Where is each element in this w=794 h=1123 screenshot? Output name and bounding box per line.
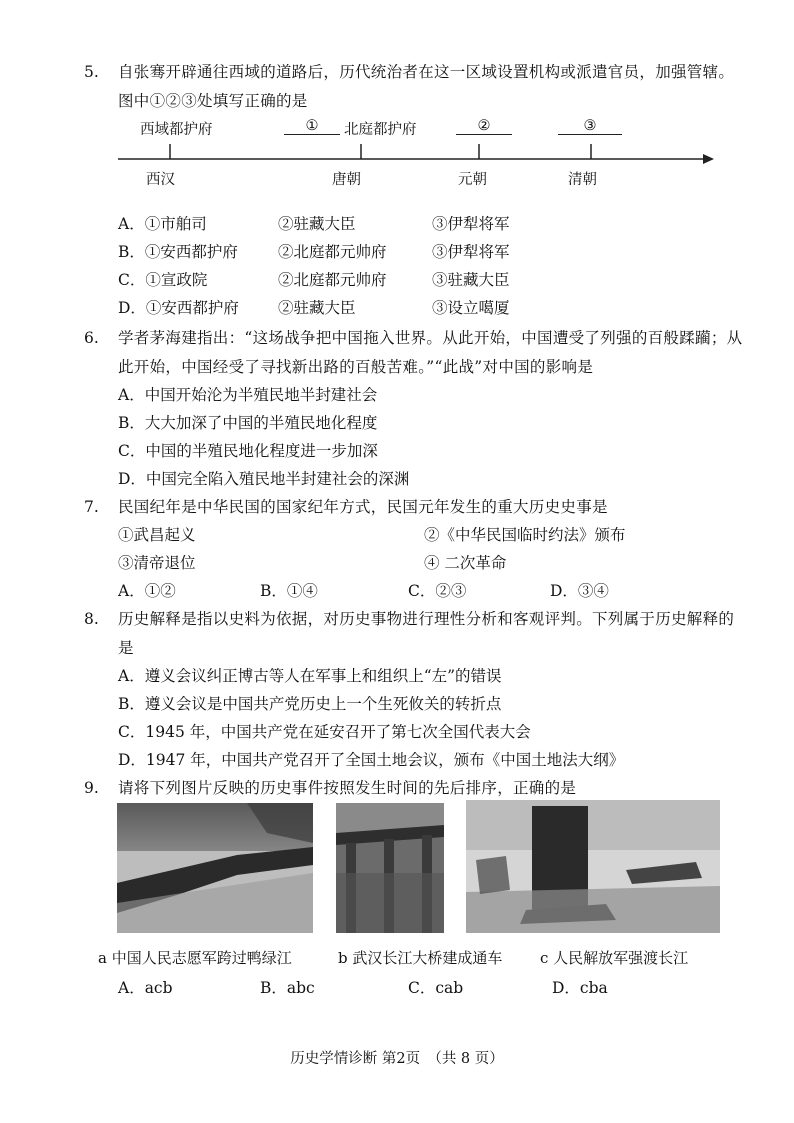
option-text: A．中国开始沦为半殖民地半封建社会	[118, 386, 378, 404]
timeline-era-qing: 清朝	[568, 172, 597, 188]
q8-option-c	[118, 718, 738, 747]
option-text: A．①②	[118, 582, 176, 600]
caption-a: a 中国人民志愿军跨过鸭绿江	[98, 949, 292, 967]
caption-c: c 人民解放军强渡长江	[540, 949, 689, 967]
q6-option-a	[118, 381, 738, 410]
photo-b-image	[336, 803, 444, 933]
item-text: ②《中华民国临时约法》颁布	[424, 526, 626, 544]
q5-option-c	[118, 266, 738, 295]
timeline-era-xihan: 西汉	[146, 172, 175, 188]
caption-b: b 武汉长江大桥建成通车	[338, 949, 503, 967]
timeline-blank-1: ①	[284, 118, 340, 135]
option-text: ③伊犁将军	[432, 215, 510, 233]
question-number: 8.	[84, 610, 99, 628]
option-text: A．遵义会议纠正博古等人在军事上和组织上“左”的错误	[118, 667, 502, 685]
question-text: 历史解释是指以史料为依据，对历史事物进行理性分析和客观评判。下列属于历史解释的是	[118, 610, 735, 657]
option-text: ②驻藏大臣	[278, 215, 356, 233]
question-7	[84, 493, 744, 522]
timeline-era-tang: 唐朝	[332, 172, 361, 188]
item-text: ④ 二次革命	[424, 554, 507, 572]
q5-option-d	[118, 294, 738, 323]
option-text: ③伊犁将军	[432, 243, 510, 261]
page-footer: 历史学情诊断 第2页 （共 8 页）	[290, 1051, 504, 1067]
photo-a-image	[117, 803, 313, 933]
photo-c-yangtze-crossing	[466, 800, 720, 933]
option-text: C．①宣政院	[118, 271, 208, 289]
option-text: B．①安西都护府	[118, 243, 238, 261]
question-text: 民国纪年是中华民国的国家纪年方式，民国元年发生的重大历史史事是	[118, 498, 608, 516]
question-8	[84, 605, 744, 663]
option-text: B．遵义会议是中国共产党历史上一个生死攸关的转折点	[118, 695, 502, 713]
option-text: D．①安西都护府	[118, 299, 239, 317]
timeline-blank-3: ③	[558, 118, 622, 135]
option-text: ③驻藏大臣	[432, 271, 510, 289]
timeline-blank-2: ②	[456, 118, 512, 135]
timeline-era-yuan: 元朝	[458, 172, 487, 188]
question-6	[84, 324, 744, 382]
q8-option-a	[118, 662, 738, 691]
question-text: 请将下列图片反映的历史事件按照发生时间的先后排序，正确的是	[118, 779, 577, 797]
q7-items-row-1	[118, 521, 738, 550]
question-number: 9.	[84, 779, 99, 797]
item-text: ③清帝退位	[118, 554, 196, 572]
option-text: C．cab	[408, 979, 464, 997]
option-text: ③设立噶厦	[432, 299, 510, 317]
option-text: B．abc	[260, 979, 315, 997]
option-text: ②驻藏大臣	[278, 299, 356, 317]
question-text: 自张骞开辟通往西域的道路后，历代统治者在这一区域设置机构或派遣官员，加强管辖。图中①②③处填写正确的是	[118, 63, 735, 110]
q6-option-d	[118, 465, 738, 494]
option-text: ②北庭都元帅府	[278, 271, 387, 289]
question-text: 学者茅海建指出：“这场战争把中国拖入世界。从此开始，中国遭受了列强的百般蹂躏；从此开始，中国经受了寻找新出路的百般苦难。”“此战”对中国的影响是	[118, 329, 743, 376]
timeline-label-xiyu: 西域都护府	[140, 122, 213, 138]
question-number: 5.	[84, 63, 99, 81]
question-number: 7.	[84, 498, 99, 516]
option-text: D．中国完全陷入殖民地半封建社会的深渊	[118, 470, 410, 488]
item-text: ①武昌起义	[118, 526, 196, 544]
q7-items-row-2	[118, 549, 738, 578]
q6-option-c	[118, 437, 738, 466]
q9-options	[118, 974, 738, 1003]
q6-option-b	[118, 409, 738, 438]
timeline-label-beiting: 北庭都护府	[344, 122, 417, 138]
option-text: A．acb	[118, 979, 173, 997]
q5-option-a	[118, 210, 738, 239]
option-text: ②北庭都元帅府	[278, 243, 387, 261]
option-text: D．③④	[550, 582, 609, 600]
q7-options	[118, 577, 738, 606]
option-text: A．①市舶司	[118, 215, 207, 233]
option-text: C．1945 年，中国共产党在延安召开了第七次全国代表大会	[118, 723, 531, 741]
q5-option-b	[118, 238, 738, 267]
photo-b-wuhan-bridge	[336, 803, 444, 933]
option-text: B．①④	[260, 582, 318, 600]
photo-a-yalu-river	[117, 803, 313, 933]
q8-option-d	[118, 746, 738, 775]
question-9	[84, 774, 744, 803]
question-number: 6.	[84, 329, 99, 347]
q8-option-b	[118, 690, 738, 719]
photo-c-image	[466, 800, 720, 933]
option-text: D．1947 年，中国共产党召开了全国土地会议，颁布《中国土地法大纲》	[118, 751, 625, 769]
option-text: D．cba	[552, 979, 608, 997]
question-5	[84, 58, 744, 116]
timeline-figure	[118, 112, 718, 192]
option-text: C．②③	[408, 582, 467, 600]
option-text: C．中国的半殖民地化程度进一步加深	[118, 442, 378, 460]
option-text: B．大大加深了中国的半殖民地化程度	[118, 414, 378, 432]
